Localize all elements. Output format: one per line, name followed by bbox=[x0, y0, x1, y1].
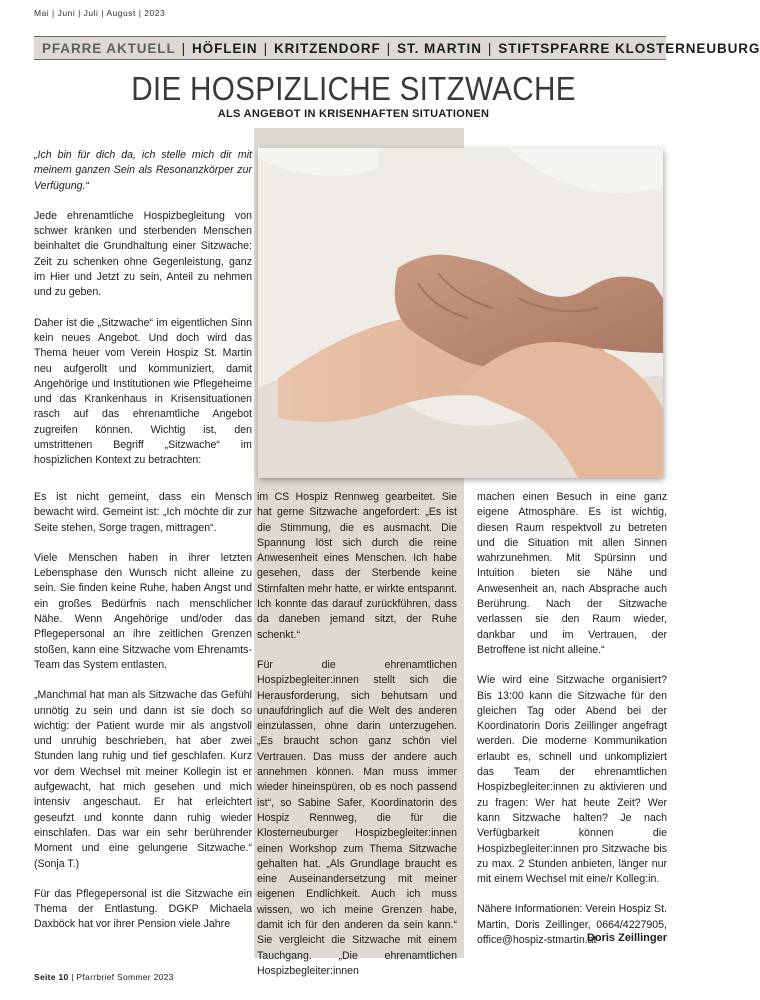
banner-parish-stiftspfarre: STIFTSPFARRE KLOSTERNEUBURG bbox=[498, 40, 760, 56]
publication-name: Pfarrbrief Sommer 2023 bbox=[76, 972, 174, 982]
banner-separator: | bbox=[386, 40, 392, 56]
hands-photo bbox=[258, 148, 663, 478]
page-number: Seite 10 bbox=[34, 972, 69, 982]
banner-section-label: PFARRE AKTUELL bbox=[42, 40, 176, 56]
banner-separator: | bbox=[181, 40, 187, 56]
hands-photo-illustration bbox=[258, 148, 663, 478]
column-1-bottom bbox=[34, 490, 252, 948]
paragraph: machen einen Besuch in eine ganz eigene Atmosphäre. Es ist wichtig, diesen Raum respektvoll zu betreten und die Situation mit allen Sinnen wahrzunehmen. Mit Spürsinn und Intuition bieten sie Nähe und Anwesenheit an, nach Absprache auch Berührung. Nach der Sitzwache verlassen sie den Raum wieder, dankbar und im Vertrauen, der Betroffene ist nicht alleine.“ bbox=[477, 491, 667, 656]
paragraph: Es ist nicht gemeint, dass ein Mensch bewacht wird. Gemeint ist: „Ich möchte dir zur Seite stehen, Sorge tragen, mittragen“. bbox=[34, 491, 252, 534]
paragraph: Für die ehrenamtlichen Hospizbegleiter:innen stellt sich die Herausforderung, sich behutsam und unaufdringlich auf die Welt des anderen einzulassen, ohne darin unterzugehen. „Es braucht schon ganz schön viel Vertrauen. Das muss der andere auch annehmen können. Man muss immer wieder hineinspüren, ob es noch passend ist“, so Sabine Safer, Koordinatorin des Hospiz Rennweg, die für die Klosterneuburger Hospizbegleiter:innen einen Workshop zum Thema Sitzwache gehalten hat. „Als Grundlage braucht es eine Auseinandersetzung mit meiner eigenen Endlichkeit. Auch ich muss wissen, wo ich meine Grenzen habe, damit ich für den anderen da sein kann.“ Sie vergleicht die Sitzwache mit einem Tauchgang. „Die ehrenamtlichen Hospizbegleiter:innen bbox=[257, 658, 457, 977]
paragraph: Viele Menschen haben in ihrer letzten Lebensphase den Wunsch nicht alleine zu sein. Sie finden keine Ruhe, haben Angst und ein großes Bedürfnis nach menschlicher Nähe. Wenn Angehörige und/oder das Pflegepersonal an ihre zeitlichen Grenzen stoßen, kann eine Sitzwache vom Ehrenamts-Team das System entlasten. bbox=[34, 551, 252, 671]
banner-parish-hoeflein: HÖFLEIN bbox=[192, 40, 258, 56]
issue-dateline: Mai | Juni | Juli | August | 2023 bbox=[34, 8, 166, 18]
paragraph: Für das Pflegepersonal ist die Sitzwache ein Thema der Entlastung. DGKP Michaela Daxböck hat vor ihrer Pension viele Jahre bbox=[34, 887, 252, 931]
paragraph: „Manchmal hat man als Sitzwache das Gefühl unnötig zu sein und dann ist sie doch so wichtig: der Patient wurde mir als angstvoll und unruhig beschrieben, hat aber zwei Stunden lang ruhig und tief geschlafen. Kurz vor dem Wechsel mit meiner Kollegin ist er aufgewacht, hat mich gesehen und mich intensiv angeschaut. Er hat erleichtert geseufzt und konnte dann ruhig wieder einschlafen. Das war ein sehr berührender Moment und eine gelungene Sitzwache.“ (Sonja T.) bbox=[34, 689, 252, 870]
banner-separator: | bbox=[487, 40, 493, 56]
article-author: Doris Zeillinger bbox=[586, 932, 667, 944]
page-footer bbox=[34, 972, 174, 982]
article-subtitle: ALS ANGEBOT IN KRISENHAFTEN SITUATIONEN bbox=[217, 108, 490, 120]
column-1-top bbox=[34, 148, 252, 484]
footer-separator: | bbox=[71, 972, 74, 982]
section-banner bbox=[34, 36, 760, 60]
intro-quote: „Ich bin für dich da, ich stelle mich dir mit meinem ganzen Sein als Resonanzkörper zur Verfügung.“ bbox=[34, 149, 252, 192]
banner-parish-st-martin: ST. MARTIN bbox=[397, 40, 482, 56]
paragraph: Wie wird eine Sitzwache organisiert? Bis 13:00 kann die Sitzwache für den gleichen Tag oder Abend bei der Koordinatorin Doris Zeillinger angefragt werden. Die moderne Kommunikation erlaubt es, schnell und unkompliziert das Team der ehrenamtlichen Hospizbegleiter:innen zu aktivieren und zu fragen: Wer hat heute Zeit? Wer kann Sitzwache halten? Je nach Verfügbarkeit können die Hospizbegleiter:innen pro Sitzwache bis zu max. 2 Stunden anbieten, länger nur mit einem Wechsel mit eine/r Kolleg:in. bbox=[477, 674, 667, 886]
banner-parish-kritzendorf: KRITZENDORF bbox=[274, 40, 381, 56]
article-title: DIE HOSPIZLICHE SITZWACHE bbox=[131, 70, 576, 107]
column-2 bbox=[257, 490, 457, 994]
column-3 bbox=[477, 490, 667, 963]
paragraph: Jede ehrenamtliche Hospizbegleitung von schwer kranken und sterbenden Menschen beinhaltet die Grundhaltung einer Sitzwache: Zeit zu schenken ohne Gegenleistung, ganz im Hier und Jetzt zu sein, Anteil zu nehmen und zu geben. bbox=[34, 209, 252, 299]
paragraph: im CS Hospiz Rennweg gearbeitet. Sie hat gerne Sitzwache angefordert: „Es ist die Stimmung, die es ausmacht. Die Spannung löst sich durch die reine Anwesenheit eines Menschen. Ich habe gesehen, dass der Sterbende keine Stirnfalten mehr hatte, er wirkte entspannt. Ich konnte das darauf zurückführen, dass da daneben jemand sitzt, der Ruhe schenkt.“ bbox=[257, 491, 457, 641]
banner-separator: | bbox=[263, 40, 269, 56]
paragraph: Daher ist die „Sitzwache“ im eigentlichen Sinn kein neues Angebot. Und doch wird das Thema heuer vom Verein Hospiz St. Martin neu aufgerollt und kommuniziert, damit Angehörige und Institutionen wie Pflegeheime und das Krankenhaus in Krisensituationen rasch auf das ehrenamtliche Angebot zugreifen können. Wichtig ist, den umstrittenen Begriff „Sitzwache“ im hospizlichen Kontext zu betrachten: bbox=[34, 316, 252, 467]
contact-info: Nähere Informationen: Verein Hospiz St. Martin, Doris Zeillinger, 0664/4227905, office@hospiz-stmartin.at bbox=[477, 903, 667, 947]
